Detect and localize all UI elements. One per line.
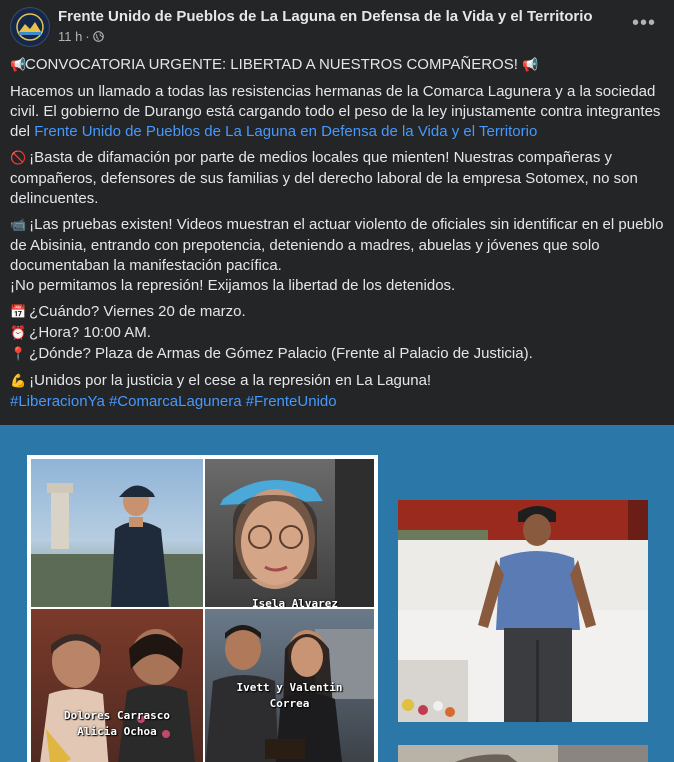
event-hour: ¿Hora? 10:00 AM. — [29, 324, 151, 341]
paragraph-demand: ¡No permitamos la represión! Exijamos la libertad de los detenidos. — [10, 277, 456, 294]
closing-text: ¡Unidos por la justicia y el cese a la represión en La Laguna! — [29, 372, 432, 389]
caption-alicia: Alicia Ochoa — [77, 725, 157, 738]
post-photos — [0, 425, 674, 762]
event-where: ¿Dónde? Plaza de Armas de Gómez Palacio (Frente al Palacio de Justicia). — [29, 345, 533, 362]
author-name[interactable]: Frente Unido de Pueblos de La Laguna en Defensa de la Vida y el Territorio — [58, 8, 593, 25]
caption-dolores: Dolores Carrasco — [64, 709, 170, 722]
ellipsis-icon: ••• — [631, 12, 656, 34]
hashtags[interactable]: #LiberacionYa #ComarcaLagunera #FrenteUnido — [10, 393, 337, 410]
photo-bottom-partial[interactable] — [398, 745, 648, 762]
photo-tile-woman-cap — [31, 459, 203, 607]
more-options-button[interactable] — [632, 12, 656, 35]
globe-icon — [93, 31, 104, 42]
paragraph-call-text: Hacemos un llamado a todas las resistencias hermanas de la Comarca Lagunera y a la sociedad civil. El gobierno de Durango está cargando todo el peso de la ley injustamente contra integrantes del — [10, 83, 661, 140]
flexed-biceps-icon: 💪 — [10, 374, 27, 389]
photo-collage[interactable] — [27, 455, 378, 762]
video-camera-icon: 📹 — [10, 218, 27, 233]
caption-ivett-2: Correa — [269, 697, 310, 710]
photo-tile-dolores-alicia — [31, 609, 203, 762]
page-avatar[interactable] — [10, 7, 50, 47]
megaphone-icon: 📢 — [10, 58, 27, 73]
page-mention-link[interactable]: Frente Unido de Pueblos de La Laguna en Defensa de la Vida y el Territorio — [34, 123, 538, 140]
photo-tile-isela — [205, 459, 374, 607]
headline-text: CONVOCATORIA URGENTE: LIBERTAD A NUESTROS COMPAÑEROS! — [25, 56, 518, 73]
megaphone-icon: 📢 — [522, 58, 539, 73]
post-meta — [58, 29, 104, 44]
pin-icon: 📍 — [10, 347, 27, 362]
caption-ivett-1: Ivett y Valentin — [236, 681, 343, 694]
event-details — [10, 302, 665, 365]
logo-icon — [11, 8, 49, 46]
paragraph-evidence — [10, 215, 665, 276]
event-when: ¿Cuándo? Viernes 20 de marzo. — [29, 303, 246, 320]
photo-man-blue-shirt[interactable] — [398, 500, 648, 722]
post-header — [0, 0, 674, 50]
photo-tile-ivett-valentin — [205, 609, 374, 762]
closing — [10, 371, 665, 392]
paragraph-defamation — [10, 148, 665, 209]
caption-isela: Isela Alvarez — [251, 597, 339, 607]
meta-separator: · — [85, 29, 90, 44]
alarm-clock-icon: ⏰ — [10, 326, 27, 341]
post-time[interactable]: 11 h — [58, 29, 83, 44]
paragraph-evidence-text: ¡Las pruebas existen! Videos muestran el actuar violento de oficiales sin identificar en el pueblo de Abisinia, entrando con prepotencia, deteniendo a madres, abuelas y jóvenes que solo documentaban la manifestación pacífica. — [10, 216, 664, 274]
prohibited-icon: 🚫 — [10, 151, 27, 166]
paragraph-defamation-text: ¡Basta de difamación por parte de medios locales que mienten! Nuestras compañeras y compañeros, defensores de sus familias y del derecho laboral de la empresa Sotomex, no son delincuentes. — [10, 149, 638, 207]
calendar-icon: 📅 — [10, 305, 27, 320]
post-text — [10, 55, 665, 418]
paragraph-call — [10, 82, 665, 142]
headline — [10, 55, 665, 76]
